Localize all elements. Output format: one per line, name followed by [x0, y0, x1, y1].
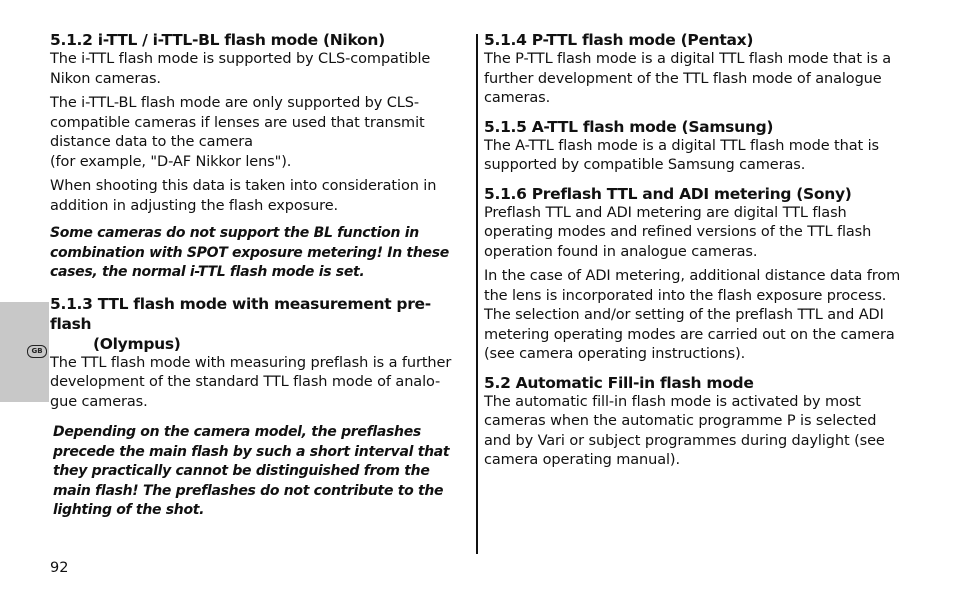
paragraph-i-ttl-bl-text: The i-TTL-BL flash mode are only supported by CLS-compatible cameras if lenses are used that transmit distance data to the camera: [50, 95, 425, 150]
paragraph-i-ttl-bl: [50, 94, 466, 172]
heading-5-2: 5.2 Automatic Fill-in flash mode: [484, 373, 754, 392]
paragraph-adi-metering: In the case of ADI metering, additional distance data from the lens is incorporated into the flash exposure process. The selection and/or setting of the preflash TTL and ADI metering operating modes are carried out on the camera (see camera operating instructions).: [484, 268, 901, 362]
heading-5-1-3: [50, 294, 466, 354]
paragraph-a-ttl: The A-TTL flash mode is a digital TTL flash mode that is supported by compatible Samsung cameras.: [484, 137, 879, 173]
heading-5-1-3-line2: (Olympus): [93, 334, 181, 353]
right-column: [484, 30, 904, 476]
paragraph-p-ttl: The P-TTL flash mode is a digital TTL flash mode that is a further development of the TTL flash mode of analogue cameras.: [484, 51, 892, 106]
heading-5-1-6: 5.1.6 Preflash TTL and ADI metering (Sony): [484, 184, 852, 203]
paragraph-i-ttl-bl-example: (for example, "D-AF Nikkor lens").: [50, 153, 292, 170]
left-column: [50, 30, 466, 526]
paragraph-fill-in-flash: The automatic fill-in flash mode is activated by most cameras when the automatic programme P is selected and by Vari or subject programmes during daylight (see camera operating manual).: [484, 393, 885, 468]
column-divider: [476, 34, 478, 554]
paragraph-preflash-development: The TTL flash mode with measuring preflash is a further development of the standard TTL flash mode of analo-gue cameras.: [50, 354, 452, 410]
heading-5-1-4: 5.1.4 P-TTL flash mode (Pentax): [484, 31, 754, 49]
paragraph-preflash-adi: Preflash TTL and ADI metering are digital TTL flash operating modes and refined versions of the TTL flash operation found in analogue cameras.: [484, 204, 872, 260]
heading-5-1-2: 5.1.2 i-TTL / i-TTL-BL flash mode (Nikon): [50, 31, 385, 49]
language-badge-gb: GB: [27, 345, 47, 358]
note-preflash-interval: Depending on the camera model, the preflashes precede the main flash by such a short interval that they practically cannot be distinguished from the main flash! The preflashes do not contribute to the lighting of the shot.: [53, 424, 450, 518]
heading-5-1-3-line1: 5.1.3 TTL flash mode with measurement pre-flash: [50, 294, 431, 333]
paragraph-i-ttl-support: The i-TTL flash mode is supported by CLS-compatible Nikon cameras.: [50, 51, 431, 87]
paragraph-exposure-consideration: When shooting this data is taken into consideration in addition in adjusting the flash exposure.: [50, 178, 437, 214]
heading-5-1-5: 5.1.5 A-TTL flash mode (Samsung): [484, 117, 774, 136]
note-bl-spot-metering: Some cameras do not support the BL function in combination with SPOT exposure metering! In these cases, the normal i-TTL flash mode is set.: [50, 225, 449, 280]
page-number: 92: [50, 560, 69, 576]
